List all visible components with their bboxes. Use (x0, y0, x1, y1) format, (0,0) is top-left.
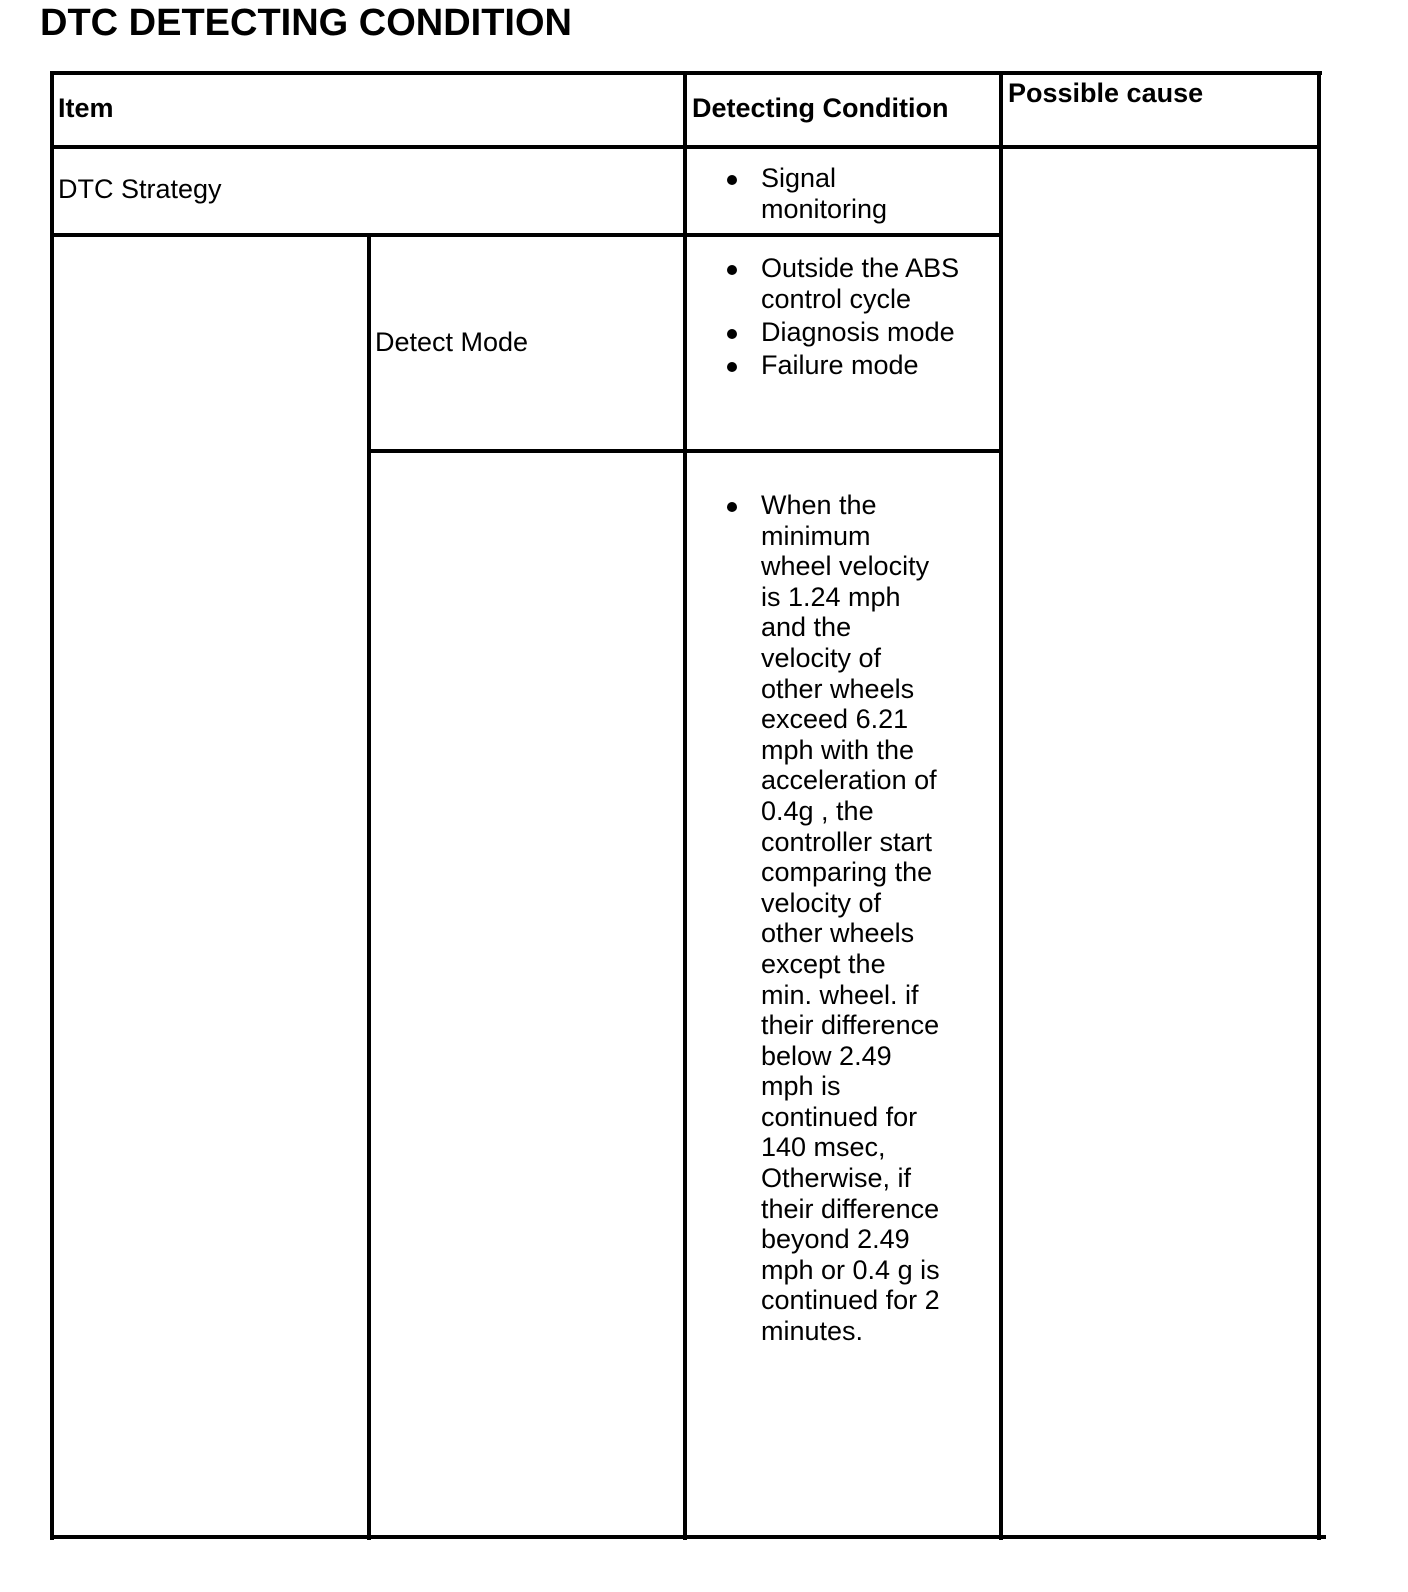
bullet-icon (727, 265, 737, 275)
table-border-bottom (50, 1535, 1326, 1539)
detect-mode-conditions-list (761, 253, 961, 381)
dtc-condition-table (50, 71, 1345, 1571)
list-item (761, 350, 961, 381)
header-item: Item (58, 93, 114, 123)
bullet-icon (727, 175, 737, 185)
row-divider-detect-mode (367, 449, 1003, 453)
condition-text: When the minimum wheel velocity is 1.24 mph and the velocity of other wheels exceed 6.21 mph with the acceleration of 0.4g , the controller start comparing the velocity of other wheels except the min. wheel. if their difference below 2.49 mph is continued for 140 msec, Otherwise, if their difference beyond 2.49 mph or 0.4 g is continued for 2 minutes. (761, 490, 940, 1347)
condition-text: Diagnosis mode (761, 317, 955, 347)
col-divider-subitem (367, 234, 371, 1540)
condition-text: Signal monitoring (761, 163, 888, 224)
row-label-detect-mode: Detect Mode (375, 327, 529, 357)
row-label-dtc-strategy: DTC Strategy (58, 174, 222, 204)
list-item (761, 317, 961, 348)
list-item (761, 490, 943, 1347)
row-divider-header (50, 145, 1321, 149)
header-possible-cause: Possible cause (1008, 78, 1204, 108)
table-border-right (1317, 71, 1321, 1540)
condition-text: Outside the ABS control cycle (761, 253, 960, 314)
row-divider-strategy (50, 233, 1003, 237)
condition-text: Failure mode (761, 350, 919, 380)
col-divider-cause (999, 71, 1003, 1540)
list-item (761, 253, 961, 315)
page-title: DTC DETECTING CONDITION (40, 2, 572, 44)
bullet-icon (727, 502, 737, 512)
col-divider-condition (683, 71, 687, 1540)
bullet-icon (727, 329, 737, 339)
header-detecting-condition: Detecting Condition (692, 93, 949, 123)
threshold-conditions-list (761, 490, 943, 1347)
list-item (761, 163, 961, 225)
strategy-conditions-list (761, 163, 961, 225)
table-border-left (50, 71, 54, 1540)
bullet-icon (727, 362, 737, 372)
